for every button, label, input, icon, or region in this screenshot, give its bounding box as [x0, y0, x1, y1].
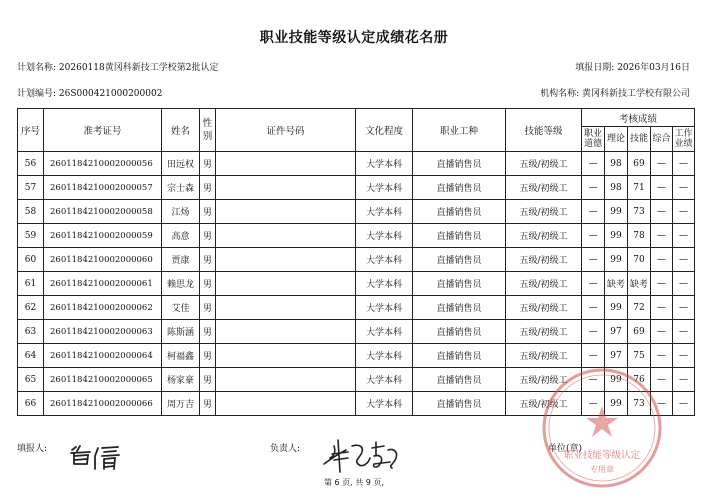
skill-cell: 71	[628, 176, 651, 200]
name-cell: 贾康	[162, 248, 200, 272]
level-cell: 五级/初级工	[506, 248, 582, 272]
id-no-cell	[216, 320, 356, 344]
seq-cell: 66	[18, 392, 44, 416]
plan-code-value: 26S000421000200002	[58, 89, 163, 99]
org-name-label: 机构名称:	[540, 89, 580, 99]
table-row	[18, 248, 695, 272]
seq-cell: 63	[18, 320, 44, 344]
education-cell: 大学本科	[356, 392, 413, 416]
work-performance-cell: —	[673, 320, 695, 344]
comprehensive-cell: —	[651, 392, 673, 416]
level-cell: 五级/初级工	[506, 392, 582, 416]
theory-cell: 99	[605, 248, 628, 272]
skill-cell: 69	[628, 152, 651, 176]
work-performance-cell: —	[673, 296, 695, 320]
theory-cell: 97	[605, 344, 628, 368]
table-row	[18, 152, 695, 176]
skill-cell: 76	[628, 368, 651, 392]
exam-no-cell: 2601184210002000056	[44, 152, 162, 176]
occupation-cell: 直播销售员	[413, 344, 506, 368]
header-ethics: 职业道德	[582, 127, 605, 152]
id-no-cell	[216, 368, 356, 392]
comprehensive-cell: —	[651, 296, 673, 320]
occupation-cell: 直播销售员	[413, 176, 506, 200]
ethics-cell: —	[582, 152, 605, 176]
name-cell: 高意	[162, 224, 200, 248]
exam-no-cell: 2601184210002000061	[44, 272, 162, 296]
seal-text-line1: 职业技能等级认定	[563, 450, 641, 461]
header-theory: 理论	[605, 127, 628, 152]
seal-text-line2: 专用章	[590, 465, 614, 474]
header-name: 姓名	[162, 109, 200, 152]
header-occupation: 职业工种	[413, 109, 506, 152]
gender-cell: 男	[200, 224, 216, 248]
occupation-cell: 直播销售员	[413, 392, 506, 416]
plan-code	[17, 86, 162, 99]
header-gender: 性别	[200, 109, 216, 152]
fill-date-value: 2026年03月16日	[617, 63, 690, 73]
gender-cell: 男	[200, 368, 216, 392]
comprehensive-cell: —	[651, 368, 673, 392]
gender-cell: 男	[200, 248, 216, 272]
occupation-cell: 直播销售员	[413, 152, 506, 176]
work-performance-cell: —	[673, 176, 695, 200]
seq-cell: 58	[18, 200, 44, 224]
comprehensive-cell: —	[651, 224, 673, 248]
plan-code-label: 计划编号:	[17, 89, 57, 99]
skill-cell: 75	[628, 344, 651, 368]
header-level: 技能等级	[506, 109, 582, 152]
ethics-cell: —	[582, 368, 605, 392]
gender-cell: 男	[200, 176, 216, 200]
filler-signature	[68, 442, 124, 472]
level-cell: 五级/初级工	[506, 296, 582, 320]
comprehensive-cell: —	[651, 200, 673, 224]
responsible-signature	[318, 436, 410, 478]
gender-cell: 男	[200, 296, 216, 320]
work-performance-cell: —	[673, 344, 695, 368]
level-cell: 五级/初级工	[506, 368, 582, 392]
skill-cell: 69	[628, 320, 651, 344]
theory-cell: 98	[605, 152, 628, 176]
exam-no-cell: 2601184210002000065	[44, 368, 162, 392]
comprehensive-cell: —	[651, 272, 673, 296]
exam-no-cell: 2601184210002000058	[44, 200, 162, 224]
name-cell: 柯福鑫	[162, 344, 200, 368]
occupation-cell: 直播销售员	[413, 320, 506, 344]
exam-no-cell: 2601184210002000064	[44, 344, 162, 368]
skill-cell: 缺考	[628, 272, 651, 296]
gender-cell: 男	[200, 152, 216, 176]
name-cell: 赖思龙	[162, 272, 200, 296]
id-no-cell	[216, 152, 356, 176]
occupation-cell: 直播销售员	[413, 248, 506, 272]
skill-cell: 73	[628, 392, 651, 416]
skill-cell: 73	[628, 200, 651, 224]
ethics-cell: —	[582, 224, 605, 248]
seq-cell: 60	[18, 248, 44, 272]
seq-cell: 64	[18, 344, 44, 368]
comprehensive-cell: —	[651, 320, 673, 344]
education-cell: 大学本科	[356, 296, 413, 320]
official-seal-stamp	[540, 366, 664, 490]
work-performance-cell: —	[673, 248, 695, 272]
table-row	[18, 296, 695, 320]
name-cell: 宗士森	[162, 176, 200, 200]
comprehensive-cell: —	[651, 248, 673, 272]
table-row	[18, 320, 695, 344]
table-row	[18, 176, 695, 200]
theory-cell: 99	[605, 224, 628, 248]
page-info: 第 6 页, 共 9 页,	[324, 478, 384, 487]
filler-label: 填报人:	[17, 444, 48, 454]
ethics-cell: —	[582, 392, 605, 416]
plan-name-value: 20260118黄冈科新技工学校第2批认定	[58, 63, 219, 73]
work-performance-cell: —	[673, 224, 695, 248]
level-cell: 五级/初级工	[506, 200, 582, 224]
header-exam-no: 准考证号	[44, 109, 162, 152]
name-cell: 艾佳	[162, 296, 200, 320]
theory-cell: 99	[605, 392, 628, 416]
id-no-cell	[216, 272, 356, 296]
seq-cell: 59	[18, 224, 44, 248]
comprehensive-cell: —	[651, 344, 673, 368]
gender-cell: 男	[200, 344, 216, 368]
level-cell: 五级/初级工	[506, 344, 582, 368]
seq-cell: 62	[18, 296, 44, 320]
id-no-cell	[216, 296, 356, 320]
header-skill: 技能	[628, 127, 651, 152]
id-no-cell	[216, 344, 356, 368]
theory-cell: 缺考	[605, 272, 628, 296]
comprehensive-cell: —	[651, 152, 673, 176]
seq-cell: 57	[18, 176, 44, 200]
id-no-cell	[216, 248, 356, 272]
work-performance-cell: —	[673, 152, 695, 176]
occupation-cell: 直播销售员	[413, 368, 506, 392]
occupation-cell: 直播销售员	[413, 272, 506, 296]
org-name	[540, 86, 690, 99]
header-id-no: 证件号码	[216, 109, 356, 152]
level-cell: 五级/初级工	[506, 224, 582, 248]
ethics-cell: —	[582, 296, 605, 320]
org-name-value: 黄冈科新技工学校有限公司	[581, 89, 690, 99]
exam-no-cell: 2601184210002000060	[44, 248, 162, 272]
education-cell: 大学本科	[356, 224, 413, 248]
name-cell: 田远权	[162, 152, 200, 176]
table-row	[18, 344, 695, 368]
gender-cell: 男	[200, 392, 216, 416]
gender-cell: 男	[200, 272, 216, 296]
responsible-label: 负责人:	[270, 444, 301, 454]
header-education: 文化程度	[356, 109, 413, 152]
seq-cell: 56	[18, 152, 44, 176]
education-cell: 大学本科	[356, 272, 413, 296]
ethics-cell: —	[582, 320, 605, 344]
work-performance-cell: —	[673, 200, 695, 224]
theory-cell: 97	[605, 320, 628, 344]
skill-cell: 72	[628, 296, 651, 320]
theory-cell: 99	[605, 296, 628, 320]
name-cell: 杨家豪	[162, 368, 200, 392]
page-title: 职业技能等级认定成绩花名册	[259, 30, 449, 46]
work-performance-cell: —	[673, 272, 695, 296]
name-cell: 陈斯涵	[162, 320, 200, 344]
plan-name-label: 计划名称:	[17, 63, 57, 73]
education-cell: 大学本科	[356, 152, 413, 176]
exam-no-cell: 2601184210002000066	[44, 392, 162, 416]
table-row	[18, 200, 695, 224]
fill-date-label: 填报日期:	[575, 63, 615, 73]
level-cell: 五级/初级工	[506, 152, 582, 176]
header-work-performance: 工作业绩	[673, 127, 695, 152]
seq-cell: 65	[18, 368, 44, 392]
header-seq: 序号	[18, 109, 44, 152]
level-cell: 五级/初级工	[506, 176, 582, 200]
header-scores: 考核成绩	[582, 109, 695, 127]
comprehensive-cell: —	[651, 176, 673, 200]
ethics-cell: —	[582, 248, 605, 272]
name-cell: 江炀	[162, 200, 200, 224]
work-performance-cell: —	[673, 368, 695, 392]
education-cell: 大学本科	[356, 248, 413, 272]
skill-cell: 78	[628, 224, 651, 248]
unit-label: 单位(章)	[548, 444, 583, 454]
ethics-cell: —	[582, 200, 605, 224]
seq-cell: 61	[18, 272, 44, 296]
education-cell: 大学本科	[356, 344, 413, 368]
level-cell: 五级/初级工	[506, 320, 582, 344]
education-cell: 大学本科	[356, 320, 413, 344]
exam-no-cell: 2601184210002000059	[44, 224, 162, 248]
level-cell: 五级/初级工	[506, 272, 582, 296]
id-no-cell	[216, 224, 356, 248]
ethics-cell: —	[582, 176, 605, 200]
header-comprehensive: 综合	[651, 127, 673, 152]
theory-cell: 99	[605, 368, 628, 392]
occupation-cell: 直播销售员	[413, 224, 506, 248]
occupation-cell: 直播销售员	[413, 200, 506, 224]
gender-cell: 男	[200, 320, 216, 344]
exam-no-cell: 2601184210002000062	[44, 296, 162, 320]
id-no-cell	[216, 200, 356, 224]
skill-cell: 70	[628, 248, 651, 272]
gender-cell: 男	[200, 200, 216, 224]
exam-no-cell: 2601184210002000057	[44, 176, 162, 200]
exam-no-cell: 2601184210002000063	[44, 320, 162, 344]
ethics-cell: —	[582, 344, 605, 368]
theory-cell: 98	[605, 176, 628, 200]
ethics-cell: —	[582, 272, 605, 296]
table-row	[18, 272, 695, 296]
theory-cell: 99	[605, 200, 628, 224]
plan-name	[17, 60, 218, 73]
education-cell: 大学本科	[356, 368, 413, 392]
id-no-cell	[216, 176, 356, 200]
education-cell: 大学本科	[356, 200, 413, 224]
fill-date	[575, 60, 690, 73]
table-row	[18, 224, 695, 248]
work-performance-cell: —	[673, 392, 695, 416]
name-cell: 周万吉	[162, 392, 200, 416]
occupation-cell: 直播销售员	[413, 296, 506, 320]
education-cell: 大学本科	[356, 176, 413, 200]
id-no-cell	[216, 392, 356, 416]
